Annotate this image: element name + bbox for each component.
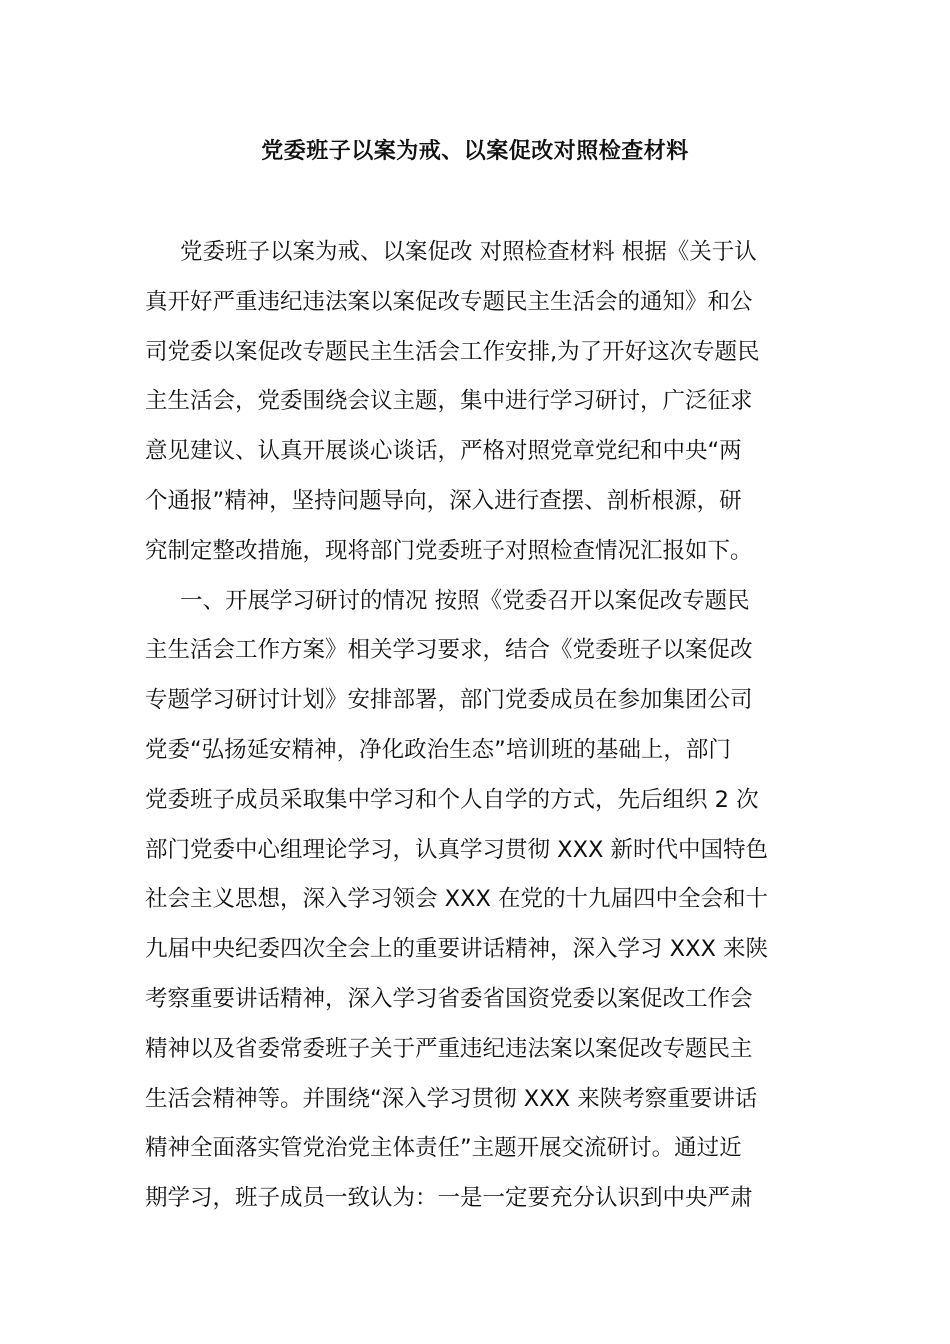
body-line: 九届中央纪委四次全会上的重要讲话精神，深入学习 XXX 来陕 bbox=[145, 936, 769, 963]
body-line: 精神全面落实管党治党主体责任”主题开展交流研讨。通过近 bbox=[145, 1135, 742, 1162]
body-line: 主生活会，党委围绕会议主题，集中进行学习研讨，广泛征求 bbox=[145, 388, 753, 415]
body-line: 真开好严重违纪违法案以案促改专题民主生活会的通知》和公 bbox=[145, 288, 753, 315]
body-line: 究制定整改措施，现将部门党委班子对照检查情况汇报如下。 bbox=[145, 537, 753, 564]
body-line: 精神以及省委常委班子关于严重违纪违法案以案促改专题民主 bbox=[145, 1035, 753, 1062]
body-line: 个通报”精神，坚持问题导向，深入进行查摆、剖析根源，研 bbox=[145, 487, 742, 514]
body-line: 主生活会工作方案》相关学习要求，结合《党委班子以案促改 bbox=[145, 637, 753, 664]
body-line: 党委班子以案为戒、以案促改 对照检查材料 根据《关于认 bbox=[180, 239, 757, 265]
body-line: 部门党委中心组理论学习，认真学习贯彻 XXX 新时代中国特色 bbox=[145, 836, 769, 863]
body-line: 司党委以案促改专题民主生活会工作安排,为了开好这次专题民 bbox=[145, 338, 760, 365]
body-line: 意见建议、认真开展谈心谈话，严格对照党章党纪和中央“两 bbox=[145, 438, 742, 465]
body-line: 期学习，班子成员一致认为：一是一定要充分认识到中央严肃 bbox=[145, 1185, 753, 1212]
body-line: 考察重要讲话精神，深入学习省委省国资党委以案促改工作会 bbox=[145, 985, 753, 1012]
body-line: 社会主义思想，深入学习领会 XXX 在党的十九届四中全会和十 bbox=[145, 886, 769, 913]
document-body bbox=[145, 228, 805, 1224]
section-heading-line: 一、开展学习研讨的情况 按照《党委召开以案促改专题民 bbox=[180, 587, 750, 614]
body-line: 生活会精神等。并围绕“深入学习贯彻 XXX 来陕考察重要讲话 bbox=[145, 1085, 758, 1112]
body-line: 党委班子成员采取集中学习和个人自学的方式，先后组织 2 次 bbox=[145, 786, 759, 813]
body-line: 党委“弘扬延安精神，净化政治生态”培训班的基础上，部门 bbox=[145, 736, 731, 763]
body-line: 专题学习研讨计划》安排部署，部门党委成员在参加集团公司 bbox=[145, 687, 753, 714]
document-title: 党委班子以案为戒、以案促改对照检查材料 bbox=[261, 139, 689, 164]
